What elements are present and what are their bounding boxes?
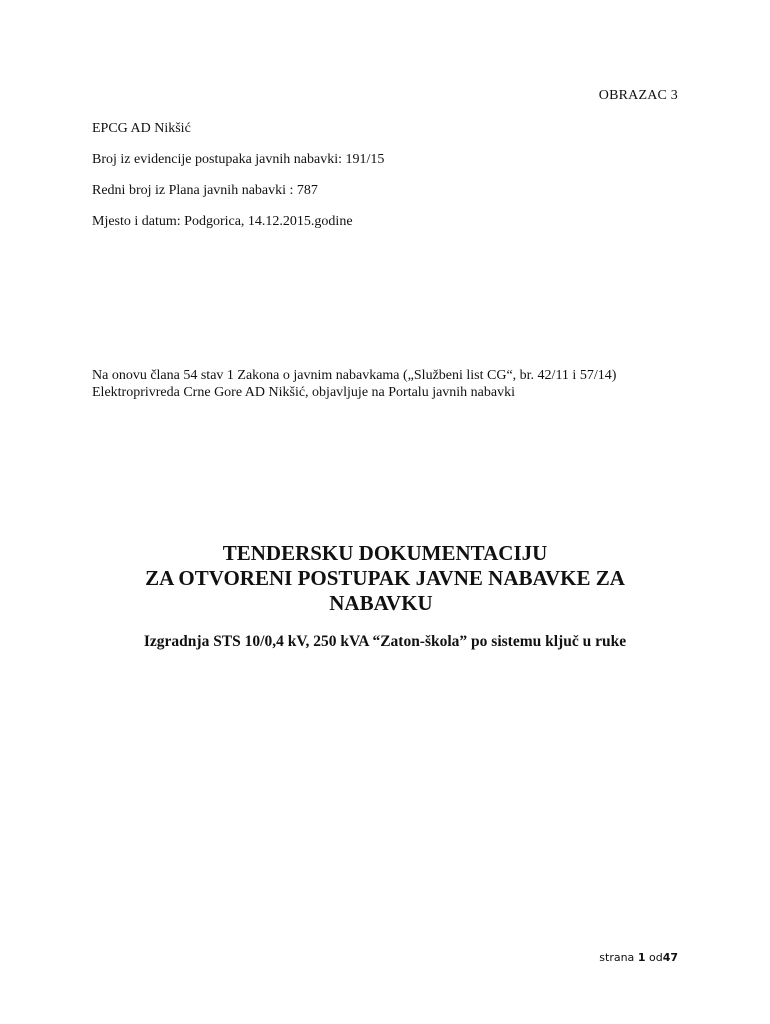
place-and-date: Mjesto i datum: Podgorica, 14.12.2015.godine bbox=[92, 214, 353, 229]
intro-paragraph bbox=[92, 367, 692, 401]
organization-name: EPCG AD Nikšić bbox=[92, 121, 191, 136]
title-line-1: TENDERSKU DOKUMENTACIJU bbox=[222, 541, 548, 565]
form-label: OBRAZAC 3 bbox=[598, 88, 678, 103]
page-number-prefix: strana bbox=[599, 951, 635, 964]
document-subtitle: Izgradnja STS 10/0,4 kV, 250 kVA “Zaton-škola” po sistemu ključ u ruke bbox=[143, 633, 627, 650]
page-number-footer bbox=[599, 951, 678, 965]
current-page-number: 1 bbox=[637, 951, 646, 964]
title-line-2: ZA OTVORENI POSTUPAK JAVNE NABAVKE ZA bbox=[145, 566, 625, 590]
document-title bbox=[0, 541, 770, 616]
page-number-separator: od bbox=[648, 951, 663, 964]
intro-line-1: Na onovu člana 54 stav 1 Zakona o javnim nabavkama („Službeni list CG“, br. 42/11 i 57/14) bbox=[92, 368, 617, 383]
intro-line-2: Elektroprivreda Crne Gore AD Nikšić, objavljuje na Portalu javnih nabavki bbox=[92, 385, 516, 400]
procurement-record-number: Broj iz evidencije postupaka javnih nabavki: 191/15 bbox=[92, 152, 385, 167]
title-line-3: NABAVKU bbox=[329, 591, 433, 615]
plan-number: Redni broj iz Plana javnih nabavki : 787 bbox=[92, 183, 318, 198]
total-pages-number: 47 bbox=[662, 951, 678, 964]
